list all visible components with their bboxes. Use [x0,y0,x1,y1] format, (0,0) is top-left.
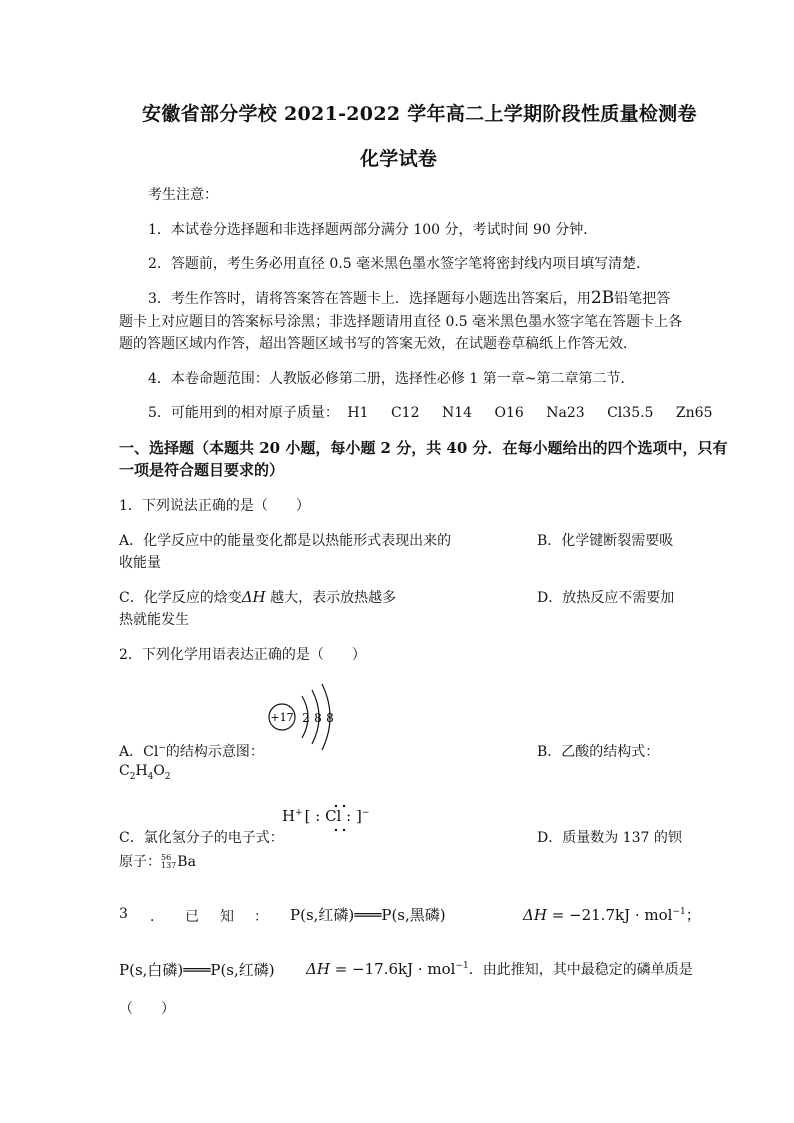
atomic-mass-label: 5．可能用到的相对原子质量： [148,405,339,421]
q3-dh2-exp: −1 [455,961,469,971]
pencil-grade: 2B [590,288,615,308]
q1-option-c-cont: 热就能发生 [119,612,189,628]
shell-count-1: 2 [302,711,310,725]
q3-answer-paren: （ ） [119,1001,175,1017]
notice-item-3-text: 3．考生作答时，请将答案答在答题卡上．选择题每小题选出答案后，用 [148,291,591,307]
formula-h-count: 4 [147,771,154,782]
mass-na: Na23 [546,405,585,421]
q1-stem: 1．下列说法正确的是（ ） [119,498,310,514]
section-heading-line2: 一项是符合题目要求的） [119,461,285,479]
q2-option-d: D．质量数为 137 的钡 [537,830,682,846]
notice-item-3 [148,288,670,308]
shell-count-2: 8 [314,711,322,725]
edot-plus: + [295,808,303,818]
chlorine-ion-structure-diagram [262,680,342,750]
mass-zn: Zn65 [675,405,713,421]
formula-o: O [153,763,165,779]
q3-delta-h-2: ΔH [306,960,330,978]
q1-option-c-text: C．化学反应的焓变 [119,590,242,606]
nuclide-numbers [161,854,176,870]
q3-equation-1: P(s,红磷)═══P(s,黑磷) [290,906,446,924]
q2-option-c: C．氯化氢分子的电子式： [119,830,284,846]
element-ba: Ba [177,854,196,870]
q3-question-text: ．由此推知，其中最稳定的磷单质是 [468,962,693,978]
q1-option-b: B．化学键断裂需要吸 [537,533,674,549]
notice-item-1: 1．本试卷分选择题和非选择题两部分满分 100 分，考试时间 90 分钟． [148,222,598,238]
q1-option-a-cont: 收能量 [119,555,161,571]
notice-item-4: 4．本卷命题范围：人教版必修第二册，选择性必修 1 第一章~第二章第二节． [148,371,635,387]
q1-option-c [119,587,396,607]
q3-delta-h-1: ΔH [523,906,547,924]
nucleus-charge: +17 [270,711,294,724]
q3-enthalpy-2 [306,959,693,979]
q3-number: 3 [119,906,128,922]
formula-c: C [119,763,130,779]
q2-option-a-label: A． [119,744,144,760]
q3-dh1-value: = −21.7kJ · mol [546,906,673,924]
formula-o-count: 2 [164,771,171,782]
q3-enthalpy-1 [523,904,701,925]
notice-heading: 考生注意： [148,187,218,203]
q3-dh1-end: ； [685,906,701,924]
q3-word-zhi: 知 [220,909,234,925]
notice-item-3-line3: 题的答题区域内作答，超出答题区域书写的答案无效，在试题卷草稿纸上作答无效． [119,336,637,352]
page-title: 安徽省部分学校 2021-2022 学年高二上学期阶段性质量检测卷 [142,103,697,125]
electron-dots [326,803,356,833]
q3-dh2-value: = −17.6kJ · mol [329,960,456,978]
q2-option-a-ion: Cl [143,744,159,760]
q3-word-yi: 已 [185,909,199,925]
q2-option-d-label: 原子： [119,854,161,870]
section-heading-line1: 一、选择题（本题共 20 小题，每小题 2 分，共 40 分．在每小题给出的四个选项中，只有 [119,439,728,457]
notice-item-2: 2．答题前，考生务必用直径 0.5 毫米黑色墨水签字笔将密封线内项目填写清楚． [148,256,651,272]
q2-option-a-charge: − [158,743,166,754]
edot-minus: − [361,808,370,818]
edot-h: H [282,807,296,825]
q2-option-a [119,741,264,761]
q1-option-c-tail: 越大，表示放热越多 [265,590,397,606]
mass-number: 137 [161,861,177,870]
q3-equation-2: P(s,白磷)═══P(s,红磷) [119,961,275,979]
delta-h-symbol: ΔH [241,588,266,606]
acetic-acid-formula [119,763,171,782]
q1-option-d: D．放热反应不需要加 [537,590,675,606]
notice-item-3-line2: 题卡上对应题目的答案标号涂黑；非选择题请用直径 0.5 毫米黑色墨水签字笔在答题卡上各 [119,314,683,330]
q2-stem: 2．下列化学用语表达正确的是（ ） [119,647,366,663]
q1-option-a: A．化学反应中的能量变化都是以热能形式表现出来的 [119,533,452,549]
mass-h: H1 [347,405,369,421]
notice-item-5 [148,402,712,422]
mass-c: C12 [390,405,420,421]
q2-option-a-text: 的结构示意图： [165,744,264,760]
atomic-number: 56 [161,853,172,862]
q2-option-d-cont [119,851,196,871]
mass-cl: Cl35.5 [607,405,654,421]
q3-colon: ： [254,909,268,925]
page-subtitle: 化学试卷 [360,148,438,170]
mass-n: N14 [441,405,473,421]
mass-o: O16 [494,405,524,421]
q2-option-b: B．乙酸的结构式： [537,744,660,760]
formula-c-count: 2 [129,771,136,782]
edot-bracket: [ : Cl : ] [304,807,362,825]
formula-h: H [135,763,148,779]
notice-item-3-tail: 铅笔把答 [614,291,671,307]
q3-dh1-exp: −1 [672,907,686,917]
q3-dot: ． [150,909,164,925]
shell-count-3: 8 [326,711,334,725]
